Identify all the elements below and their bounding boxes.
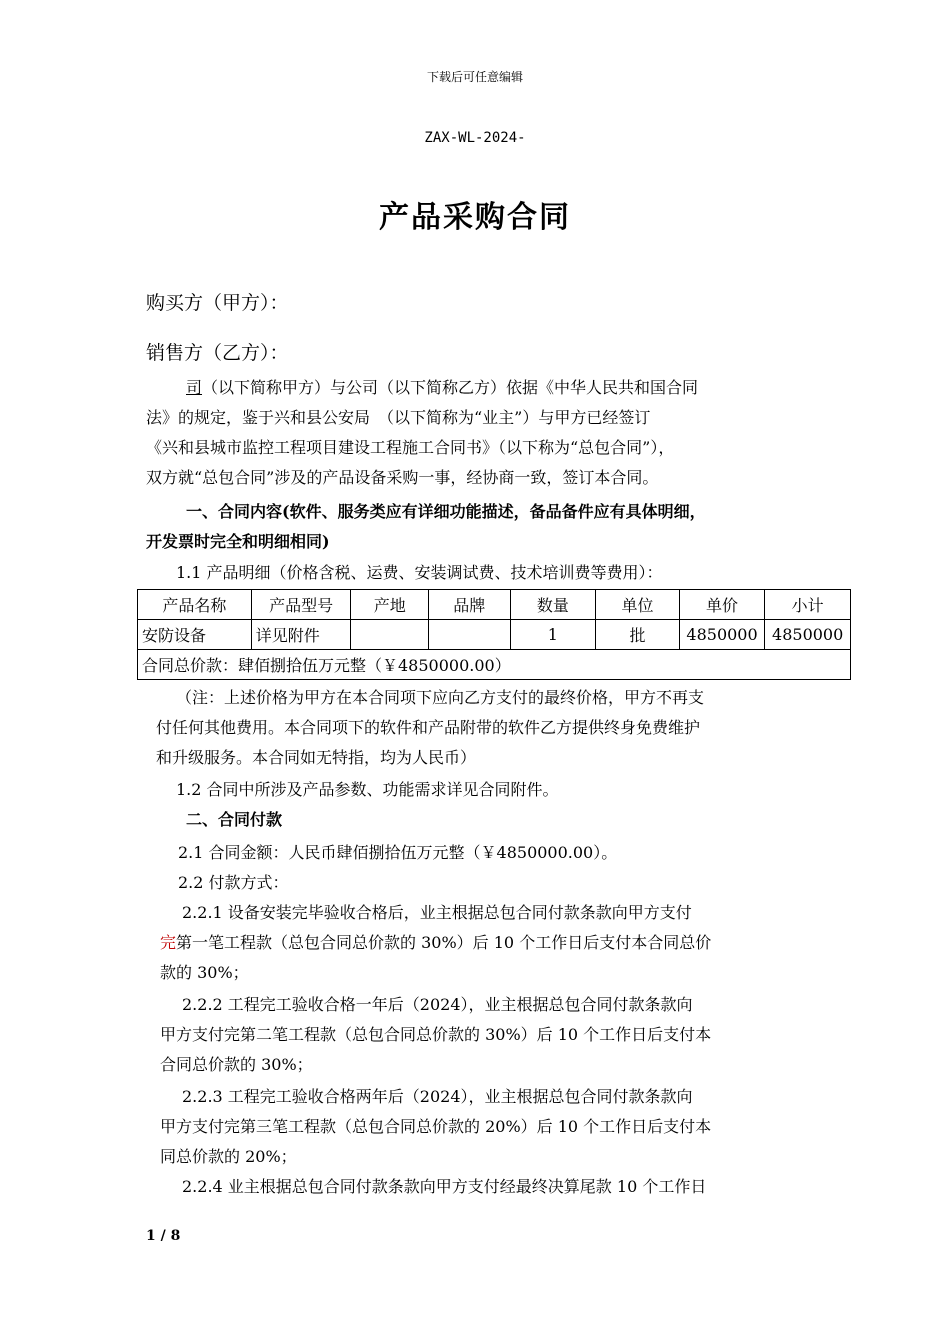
- table-header-cell: 品牌: [429, 590, 511, 620]
- item-2-2-4-line-1: 2.2.4 业主根据总包合同付款条款向甲方支付经最终决算尾款 10 个工作日: [182, 1177, 707, 1196]
- item-2-2-2-line-2: 甲方支付完第二笔工程款（总包合同总价款的 30%）后 10 个工作日后支付本: [160, 1025, 712, 1044]
- table-header-cell: 单位: [596, 590, 680, 620]
- table-cell: 详见附件: [251, 620, 351, 650]
- intro-line-4: 双方就“总包合同”涉及的产品设备采购一事，经协商一致，签订本合同。: [146, 468, 659, 487]
- table-cell: [429, 620, 511, 650]
- table-cell: 批: [596, 620, 680, 650]
- item-2-2: 2.2 付款方式：: [178, 873, 289, 892]
- table-cell: 4850000: [679, 620, 765, 650]
- table-cell: 1: [510, 620, 596, 650]
- table-header-cell: 产地: [351, 590, 429, 620]
- item-2-2-2-line-3: 合同总价款的 30%；: [160, 1055, 313, 1074]
- buyer-label: 购买方（甲方）：: [146, 292, 289, 314]
- section-2-heading: 二、合同付款: [186, 810, 283, 829]
- note-line-3: 和升级服务。本合同如无特指，均为人民币）: [156, 748, 477, 767]
- section-1-heading: 一、合同内容(软件、服务类应有详细功能描述，备品备件应有具体明细，: [186, 502, 706, 521]
- table-header-cell: 产品型号: [251, 590, 351, 620]
- item-2-1: 2.1 合同金额：人民币肆佰捌拾伍万元整（￥4850000.00）。: [178, 843, 618, 862]
- intro-line-3: 《兴和县城市监控工程项目建设工程施工合同书》（以下称为“总包合同”），: [146, 438, 675, 457]
- table-total-cell: 合同总价款：肆佰捌拾伍万元整（￥4850000.00）: [138, 650, 851, 680]
- product-table: [137, 589, 851, 680]
- table-header-cell: 数量: [510, 590, 596, 620]
- section-1-heading-cont: 开发票时完全和明细相同): [146, 532, 330, 551]
- table-cell: 4850000: [765, 620, 851, 650]
- item-1-1: 1.1 产品明细（价格含税、运费、安装调试费、技术培训费等费用）：: [176, 563, 663, 582]
- table-header-cell: 小计: [765, 590, 851, 620]
- item-2-2-2-line-1: 2.2.2 工程完工验收合格一年后（2024），业主根据总包合同付款条款向: [182, 995, 693, 1014]
- table-header-row: [138, 590, 851, 620]
- document-code: ZAX-WL-2024-: [424, 130, 526, 146]
- table-cell: [351, 620, 429, 650]
- item-2-2-1-line-3: 款的 30%；: [160, 963, 249, 982]
- item-2-2-3-line-3: 同总价款的 20%；: [160, 1147, 297, 1166]
- table-cell: 安防设备: [138, 620, 252, 650]
- seller-label: 销售方（乙方）：: [146, 342, 289, 364]
- page-number: 1 / 8: [146, 1228, 181, 1244]
- note-line-2: 付任何其他费用。本合同项下的软件和产品附带的软件乙方提供终身免费维护: [156, 718, 701, 737]
- item-2-2-3-line-1: 2.2.3 工程完工验收合格两年后（2024），业主根据总包合同付款条款向: [182, 1087, 693, 1106]
- table-total-row: [138, 650, 851, 680]
- table-header-cell: 单价: [679, 590, 765, 620]
- table-header-cell: 产品名称: [138, 590, 252, 620]
- intro-line-1: 司（以下简称甲方）与公司（以下简称乙方）依据《中华人民共和国合同: [186, 378, 699, 397]
- document-title: 产品采购合同: [379, 200, 571, 235]
- item-2-2-1-line-1: 2.2.1 设备安装完毕验收合格后，业主根据总包合同付款条款向甲方支付: [182, 903, 692, 922]
- item-2-2-3-line-2: 甲方支付完第三笔工程款（总包合同总价款的 20%）后 10 个工作日后支付本: [160, 1117, 712, 1136]
- item-1-2: 1.2 合同中所涉及产品参数、功能需求详见合同附件。: [176, 780, 559, 799]
- item-2-2-1-line-2: 完第一笔工程款（总包合同总价款的 30%）后 10 个工作日后支付本合同总价: [160, 933, 712, 952]
- intro-line-2: 法》的规定，鉴于兴和县公安局 （以下简称为“业主”）与甲方已经签订: [146, 408, 651, 427]
- note-line-1: （注：上述价格为甲方在本合同项下应向乙方支付的最终价格，甲方不再支: [176, 688, 705, 707]
- header-note: 下载后可任意编辑: [426, 70, 523, 84]
- table-row: [138, 620, 851, 650]
